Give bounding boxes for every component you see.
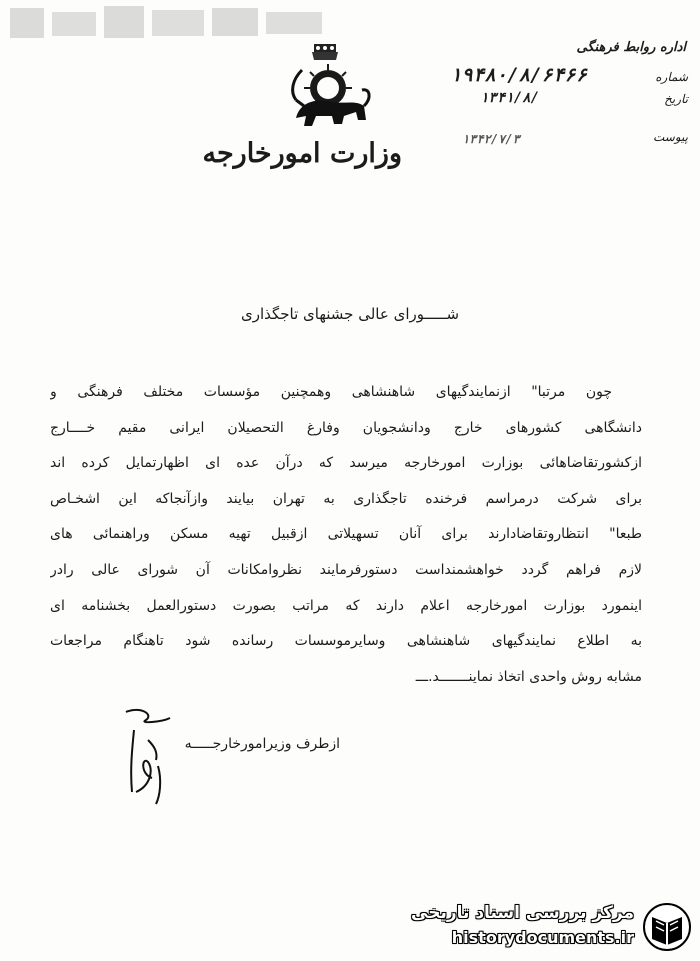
date-label: تاریخ bbox=[664, 92, 688, 106]
signature-label: ازطرف وزیرامورخارجـــــه bbox=[184, 736, 340, 752]
faded-letterhead-bleed bbox=[0, 0, 330, 48]
body-line: مشابه روش واحدی اتخاذ نماینـــــــد.ـــ bbox=[415, 668, 642, 685]
body-line: لازم فراهم گردد خواهشمنداست دستورفرمایند نظروامکانات آن شورای عالی رادر bbox=[50, 561, 642, 578]
body-line: برای شرکت درمراسم فرخنده تاجگذاری به تهران بیایند وازآنجاکه این اشخـاص bbox=[50, 490, 642, 507]
registration-block bbox=[450, 40, 690, 170]
number-label: شماره bbox=[655, 70, 688, 84]
ministry-title: وزارت امورخارجه bbox=[202, 138, 402, 169]
department-label: اداره روابط فرهنگی bbox=[576, 40, 686, 55]
watermark-title: مرکز بررسی اسناد تاریخی bbox=[411, 903, 634, 923]
body-line: به اطلاع نمایندگیهای شاهنشاهی وسایرموسسات رسانده شود تاهنگام مراجعات bbox=[50, 633, 642, 650]
letter-date: ۱۳۴۱/۸/ bbox=[480, 90, 540, 106]
body-line: ازکشورتقاضاهائی بوزارت امورخارجه میرسد که درآن عده ای اظهارتمایل کرده اند bbox=[50, 455, 642, 472]
letter-number: ۱۹۴۸۰/۸/۶۴۶۶ bbox=[450, 64, 588, 86]
body-line: دانشگاهی کشورهای خارج ودانشجویان وفارغ التحصیلان ایرانی مقیم خــــارج bbox=[50, 419, 642, 436]
addressee-line: شـــــورای عالی جشنهای تاجگذاری bbox=[240, 305, 460, 323]
watermark-url: historydocuments.ir bbox=[451, 928, 634, 947]
body-line: چون مرتبا" ازنمایندگیهای شاهنشاهی وهمچنین مؤسسات مختلف فرهنگی و bbox=[50, 384, 612, 400]
body-line: اینمورد بوزارت امورخارجه اعلام دارند که مراتب بصورت دستورالعمل بخشنامه ای bbox=[50, 597, 642, 614]
archive-watermark bbox=[411, 897, 700, 957]
attachment-label: پیوست bbox=[653, 130, 688, 144]
handwritten-signature bbox=[110, 700, 200, 810]
signature-block bbox=[110, 700, 340, 810]
body-line: طبعا" انتظاروتقاضادارند برای آنان تسهیلاتی ازقبیل تهیه مسکن وراهنمائی های bbox=[50, 526, 642, 543]
archive-book-logo-icon bbox=[642, 901, 692, 953]
lion-and-sun-emblem-icon bbox=[282, 40, 374, 134]
letter-body bbox=[50, 375, 642, 695]
attachment-stamp: ۱۳۴۲/۷/۳ bbox=[462, 132, 520, 146]
